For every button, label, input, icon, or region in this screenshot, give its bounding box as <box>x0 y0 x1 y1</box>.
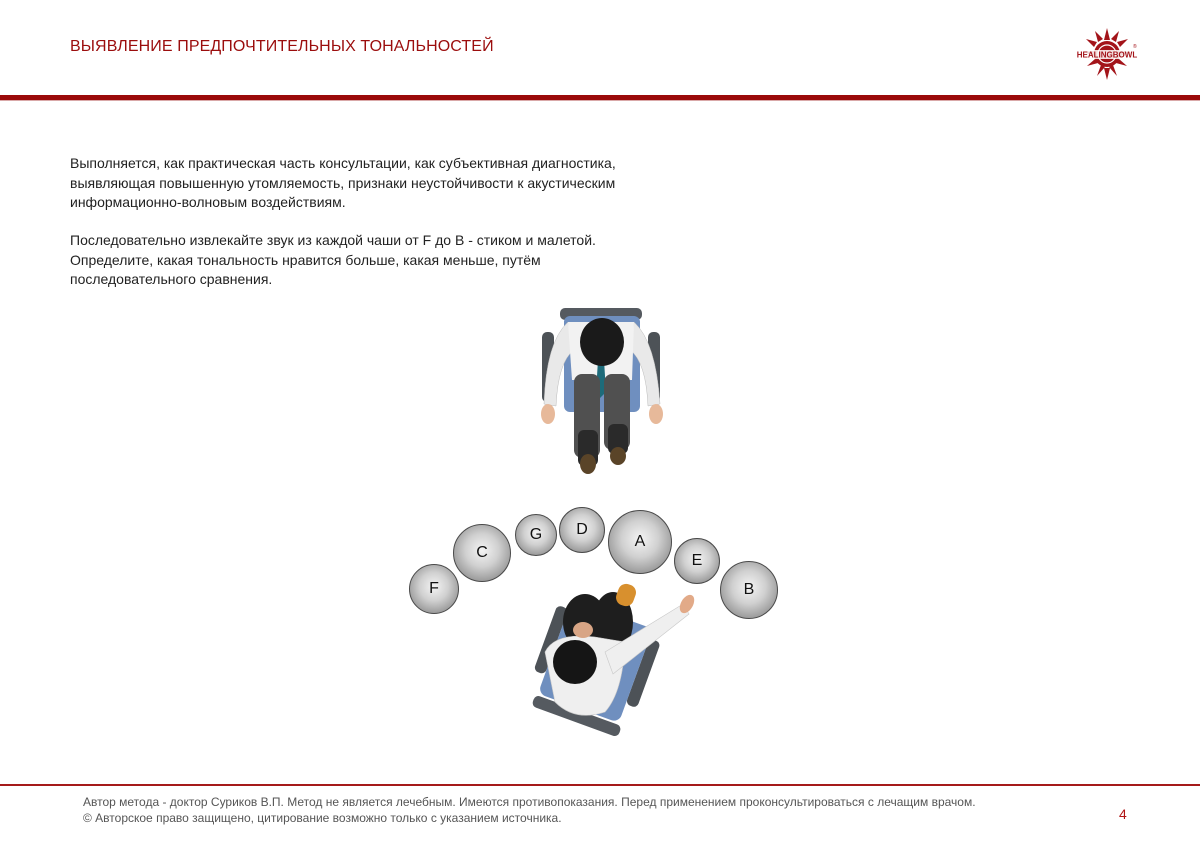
footer-line: © Авторское право защищено, цитирование возможно только с указанием источника. <box>83 811 562 825</box>
bowl-c[interactable] <box>453 524 511 582</box>
bowl-label: F <box>429 580 439 597</box>
sun-logo-icon <box>1075 26 1139 82</box>
paragraph-line: Определите, какая тональность нравится больше, какая меньше, путём <box>70 251 541 268</box>
paragraph-line: последовательного сравнения. <box>70 271 273 287</box>
bowl-label: E <box>691 552 703 569</box>
bowl-g[interactable] <box>515 514 557 556</box>
page-title: ВЫЯВЛЕНИЕ ПРЕДПОЧТИТЕЛЬНЫХ ТОНАЛЬНОСТЕЙ <box>70 38 494 55</box>
bowl-d[interactable] <box>559 507 605 553</box>
bowl-b[interactable] <box>720 561 778 619</box>
bowl-e[interactable] <box>674 538 720 584</box>
practitioner-illustration <box>505 582 705 747</box>
bowl-label: D <box>576 521 588 538</box>
svg-text:HEALINGBOWL: HEALINGBOWL <box>1076 50 1138 60</box>
healingbowl-logo <box>1075 26 1139 82</box>
bowl-label: G <box>529 526 543 543</box>
paragraph-line: выявляющая повышенную утомляемость, признаки неустойчивости к акустическим <box>70 174 616 191</box>
paragraph-line: информационно-волновым воздействиям. <box>70 194 346 210</box>
paragraph-line: Выполняется, как практическая часть консультации, как субъективная диагностика, <box>70 155 616 171</box>
bowl-f[interactable] <box>409 564 459 614</box>
seated-patient-illustration <box>528 302 678 482</box>
intro-paragraph <box>70 154 670 213</box>
bowl-label: A <box>634 533 646 550</box>
bowl-label: C <box>476 544 488 561</box>
instruction-paragraph <box>70 231 670 290</box>
footer-disclaimer <box>83 794 976 826</box>
footer-line: Автор метода - доктор Суриков В.П. Метод не является лечебным. Имеются противопоказания. Перед применением проконсультироваться с лечащим врачом. <box>83 795 976 809</box>
bowl-label: B <box>743 581 755 598</box>
page-number: 4 <box>1119 806 1127 822</box>
footer-divider <box>0 784 1200 786</box>
bowl-a[interactable] <box>608 510 672 574</box>
header-divider-shade <box>0 100 1200 101</box>
svg-text:®: ® <box>1133 44 1137 50</box>
paragraph-line: Последовательно извлекайте звук из каждой чаши от F до B - стиком и малетой. <box>70 232 596 248</box>
